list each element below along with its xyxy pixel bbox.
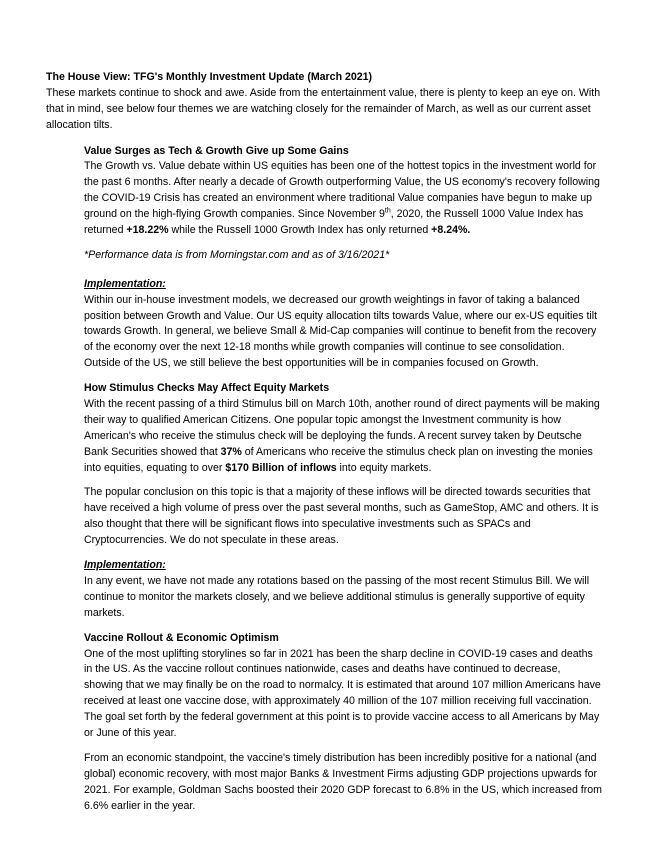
survey-percentage: 37% (220, 445, 242, 458)
implementation-heading-2: Implementation: (84, 559, 166, 572)
superscript-th: th (384, 207, 391, 215)
implementation-heading-1: Implementation: (84, 277, 166, 290)
text-run: of Americans who receive the stimulus check plan on investing the monies into equities, equating to over (84, 445, 593, 474)
document-title: The House View: TFG's Monthly Investment Update (March 2021) (46, 71, 373, 83)
vaccine-paragraph-1: One of the most uplifting storylines so far in 2021 has been the sharp decline in COVID-19 cases and deaths in the US. As the vaccine rollout continues nationwide, cases and deaths have continued to decrease, showing that we may finally be on the road to normalcy. It is estimated that around 107 million Americans have received at least one vaccine dose, with approximately 40 million of the 107 million receiving full vaccination. The goal set forth by the federal government at this point is to provide vaccine access to all Americans by May or June of this year. (84, 647, 601, 739)
inflows-amount: $170 Billion of inflows (225, 461, 337, 474)
section-value-surges (84, 144, 602, 815)
text-run: into equity markets. (336, 461, 432, 474)
section-heading-stimulus: How Stimulus Checks May Affect Equity Markets (84, 382, 330, 395)
text-run: With the recent passing of a third Stimulus bill on March 10th, another round of direct payments will be making their way to qualified American Citizens. One popular topic amongst the Investment community is how American's who receive the stimulus check will be deploying the funds. A recent survey taken by Deutsche Bank Securities showed that (84, 398, 600, 458)
text-run: , 2020, the Russell 1000 Value Index has returned (84, 208, 584, 237)
performance-note: *Performance data is from Morningstar.com and as of 3/16/2021* (84, 248, 390, 261)
intro-paragraph: These markets continue to shock and awe. Aside from the entertainment value, there is plenty to keep an eye on. With that in mind, see below four themes we are watching closely for the remainder of March, as well as our current asset allocation tilts. (46, 86, 601, 131)
section-heading-vaccine: Vaccine Rollout & Economic Optimism (84, 631, 279, 644)
value-index-return: +18.22% (126, 224, 169, 237)
stimulus-paragraph-1 (84, 397, 602, 476)
value-surges-paragraph (84, 159, 602, 238)
implementation-paragraph-1: Within our in-house investment models, we decreased our growth weightings in favor of taking a balanced position between Growth and Value. Our US equity allocation tilts towards Value, where our ex-US equities tilt towards Growth. In general, we believe Small & Mid-Cap companies will continue to benefit from the recovery of the economy over the next 12-18 months while growth companies will continue to see consolidation. Outside of the US, we still believe the best opportunities will be in companies focused on Growth. (84, 293, 598, 370)
growth-index-return: +8.24%. (431, 224, 471, 237)
section-heading-value-surges: Value Surges as Tech & Growth Give up Some Gains (84, 144, 349, 157)
vaccine-paragraph-2: From an economic standpoint, the vaccine's timely distribution has been incredibly positive for a national (and global) economic recovery, with most major Banks & Investment Firms adjusting GDP projections upwards for 2021. For example, Goldman Sachs boosted their 2020 GDP forecast to 6.8% in the US, which increased from 6.6% earlier in the year. (84, 751, 602, 812)
stimulus-paragraph-2: The popular conclusion on this topic is that a majority of these inflows will be directed towards securities that have received a high volume of press over the past several months, such as GameStop, AMC and others. It is also thought that there will be significant flows into speculative investments such as SPACs and Cryptocurrencies. We do not speculate in these areas. (84, 486, 599, 547)
text-run: The Growth vs. Value debate within US equities has been one of the hottest topics in the investment world for the past 6 months. After nearly a decade of Growth outperforming Value, the US economy's recovery following the COVID-19 Crisis has created an environment where traditional Value companies have begun to make up ground on the high-flying Growth companies. Since November 9 (84, 160, 600, 221)
implementation-paragraph-2: In any event, we have not made any rotations based on the passing of the most recent Stimulus Bill. We will continue to monitor the markets closely, and we believe additional stimulus is generally supportive of equity markets. (84, 574, 590, 619)
text-run: while the Russell 1000 Growth Index has only returned (168, 224, 432, 237)
